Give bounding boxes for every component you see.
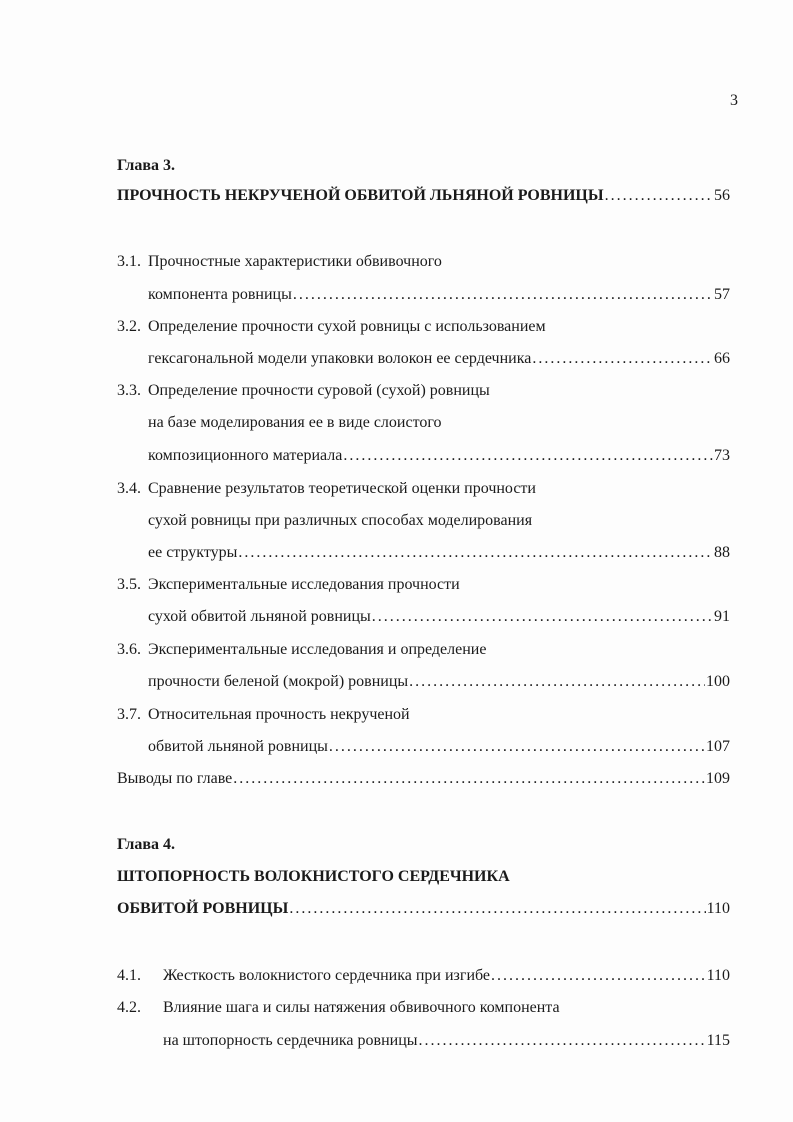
page-number: 3 xyxy=(730,92,738,109)
section-title-line: Влияние шага и силы натяжения обвивочного компонента xyxy=(163,999,560,1016)
chapter4-title-entry xyxy=(117,898,730,920)
section-title-line: Сравнение результатов теоретической оценки прочности xyxy=(148,480,536,497)
toc-entry-3-6 xyxy=(148,671,730,693)
section-title-line: Экспериментальные исследования прочности xyxy=(148,576,460,593)
leader-dots xyxy=(491,965,706,987)
section-title-line: Относительная прочность некрученой xyxy=(148,706,410,723)
section-title-line: композиционного материала xyxy=(148,447,343,464)
conclusions-page: 109 xyxy=(706,770,730,787)
toc-entry-3-1 xyxy=(148,284,730,306)
toc-entry-3-3 xyxy=(148,445,730,467)
leader-dots xyxy=(238,542,713,564)
toc-entry-3-2 xyxy=(148,348,730,370)
section-page: 73 xyxy=(714,447,730,464)
leader-dots xyxy=(409,671,705,693)
section-page: 110 xyxy=(706,967,730,984)
leader-dots xyxy=(293,284,713,306)
section-number: 3.5. xyxy=(117,576,141,593)
section-title-line: компонента ровницы xyxy=(148,286,292,303)
toc-entry-conclusions xyxy=(117,768,730,790)
toc-entry-3-7 xyxy=(148,736,730,758)
section-number: 3.1. xyxy=(117,253,141,270)
chapter4-title-line2: ОБВИТОЙ РОВНИЦЫ xyxy=(117,900,289,917)
section-title-line: Определение прочности сухой ровницы с использованием xyxy=(148,318,546,335)
leader-dots xyxy=(289,898,705,920)
chapter4-page: 110 xyxy=(706,900,730,917)
section-number: 3.4. xyxy=(117,480,141,497)
section-page: 100 xyxy=(706,673,730,690)
section-page: 115 xyxy=(706,1032,730,1049)
section-title-line: на базе моделирования ее в виде слоистого xyxy=(148,414,442,431)
chapter4-title-line1: ШТОПОРНОСТЬ ВОЛОКНИСТОГО СЕРДЕЧНИКА xyxy=(117,868,510,885)
leader-dots xyxy=(233,768,705,790)
conclusions-label: Выводы по главе xyxy=(117,770,233,787)
leader-dots xyxy=(343,445,713,467)
section-page: 57 xyxy=(714,286,730,303)
chapter3-page: 56 xyxy=(714,187,730,204)
section-number: 4.1. xyxy=(117,967,141,984)
section-title-line: Определение прочности суровой (сухой) ровницы xyxy=(148,382,490,399)
section-page: 88 xyxy=(714,544,730,561)
toc-entry-4-2 xyxy=(163,1030,730,1052)
section-title-line: Экспериментальные исследования и определение xyxy=(148,641,487,658)
section-number: 3.7. xyxy=(117,706,141,723)
section-title-line: на штопорность сердечника ровницы xyxy=(163,1032,418,1049)
section-number: 3.6. xyxy=(117,641,141,658)
chapter3-label: Глава 3. xyxy=(117,157,175,174)
leader-dots xyxy=(605,185,713,207)
section-number: 3.2. xyxy=(117,318,141,335)
chapter3-title: ПРОЧНОСТЬ НЕКРУЧЕНОЙ ОБВИТОЙ ЛЬНЯНОЙ РОВНИЦЫ xyxy=(117,187,604,204)
section-title-line: сухой ровницы при различных способах моделирования xyxy=(148,512,533,529)
toc-entry-3-4 xyxy=(148,542,730,564)
leader-dots xyxy=(419,1030,706,1052)
section-title-line: Жесткость волокнистого сердечника при изгибе xyxy=(163,967,491,984)
leader-dots xyxy=(372,606,713,628)
section-page: 66 xyxy=(714,350,730,367)
section-title-line: Прочностные характеристики обвивочного xyxy=(148,253,442,270)
section-title-line: ее структуры xyxy=(148,544,238,561)
leader-dots xyxy=(532,348,713,370)
chapter3-title-entry xyxy=(117,185,730,207)
section-page: 91 xyxy=(714,608,730,625)
chapter4-label: Глава 4. xyxy=(117,836,175,853)
leader-dots xyxy=(329,736,705,758)
toc-entry-3-5 xyxy=(148,606,730,628)
section-title-line: прочности беленой (мокрой) ровницы xyxy=(148,673,409,690)
section-title-line: сухой обвитой льняной ровницы xyxy=(148,608,371,625)
section-number: 4.2. xyxy=(117,999,141,1016)
section-title-line: гексагональной модели упаковки волокон ее сердечника xyxy=(148,350,532,367)
toc-entry-4-1 xyxy=(163,965,730,987)
section-page: 107 xyxy=(706,738,730,755)
section-number: 3.3. xyxy=(117,382,141,399)
section-title-line: обвитой льняной ровницы xyxy=(148,738,328,755)
